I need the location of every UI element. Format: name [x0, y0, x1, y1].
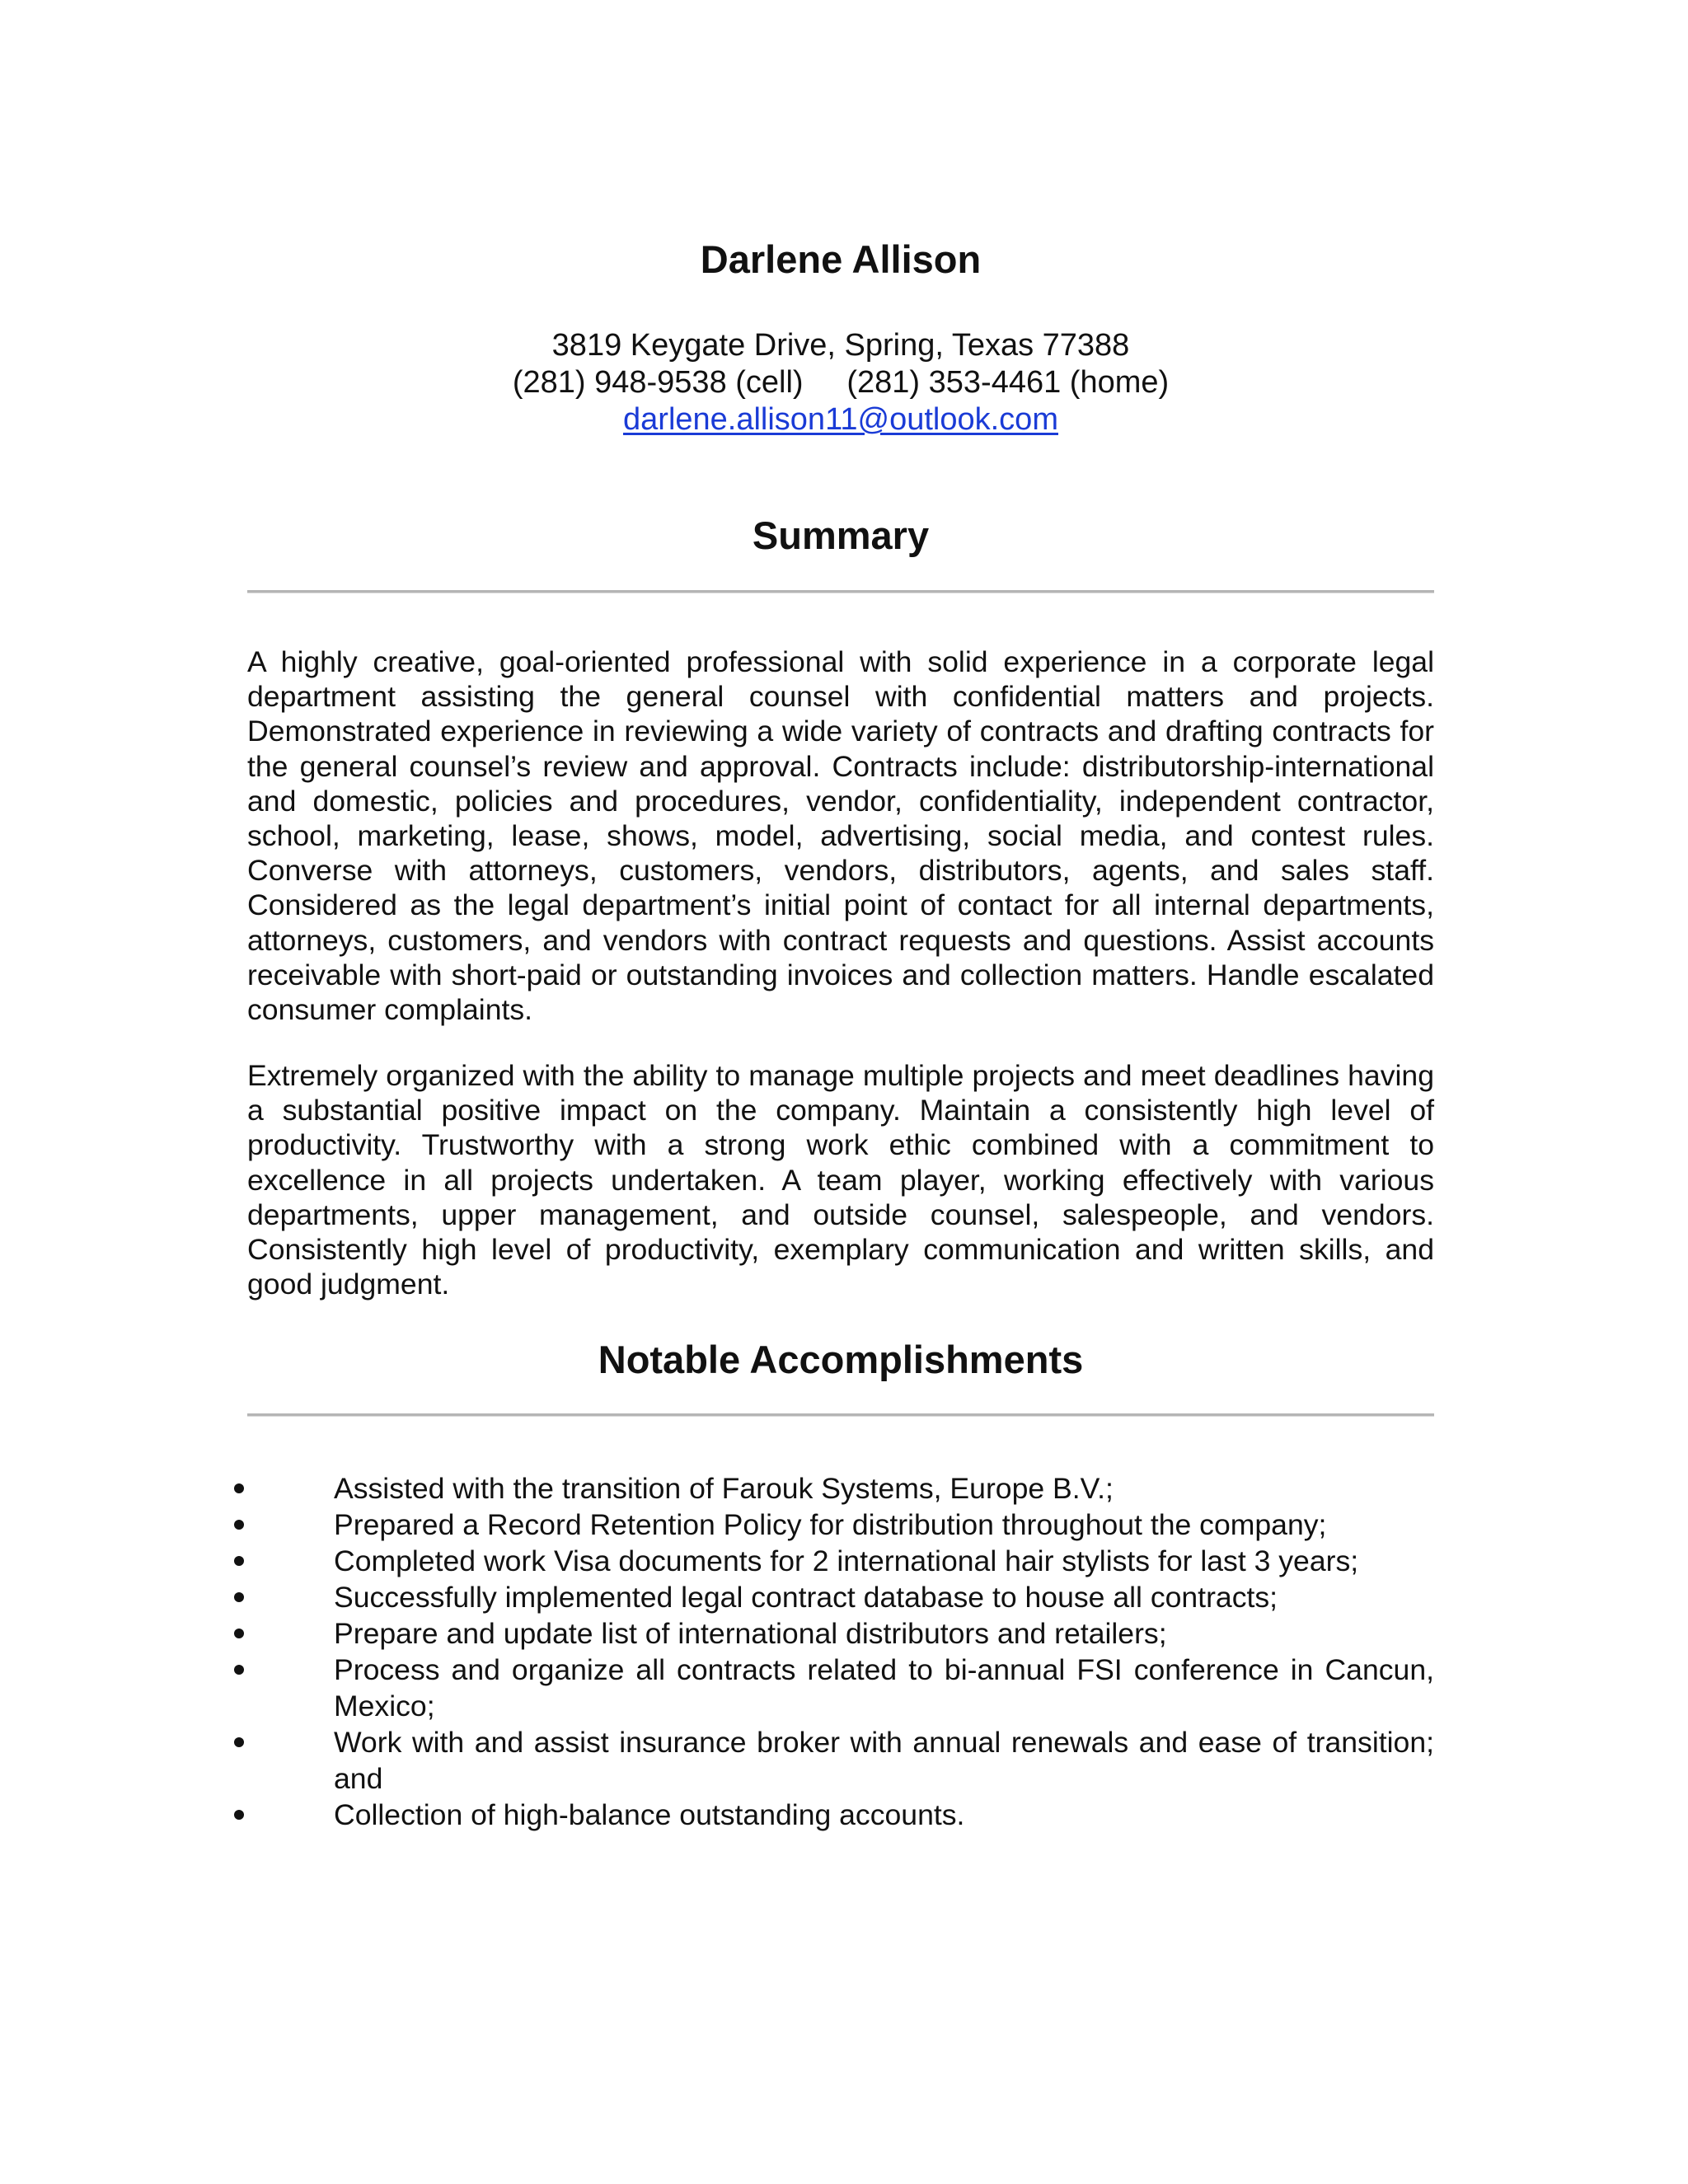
email-link[interactable]: darlene.allison11@outlook.com [623, 402, 1058, 437]
list-item: Collection of high-balance outstanding accounts. [247, 1797, 1434, 1833]
list-item: Completed work Visa documents for 2 international hair stylists for last 3 years; [247, 1543, 1434, 1579]
summary-divider [247, 590, 1434, 593]
accomplishments-divider [247, 1413, 1434, 1417]
summary-paragraph-2: Extremely organized with the ability to manage multiple projects and meet deadlines having a substantial positive impact on the company. Maintain a consistently high level of productivity. Trustworthy with a strong work ethic combined with a commitment to excellence in all projects undertaken. A team player, working effectively with various departments, upper management, and outside counsel, salespeople, and vendors. Consistently high level of productivity, exemplary communication and written skills, and good judgment. [247, 1059, 1434, 1301]
list-item: Work with and assist insurance broker with annual renewals and ease of transition; and [247, 1724, 1434, 1797]
bullet-icon [234, 1810, 244, 1820]
candidate-name: Darlene Allison [700, 237, 982, 281]
bullet-icon [234, 1629, 244, 1638]
list-item: Prepared a Record Retention Policy for distribution throughout the company; [247, 1507, 1434, 1543]
accomplishments-list [247, 1470, 1434, 1833]
list-item: Assisted with the transition of Farouk Systems, Europe B.V.; [247, 1470, 1434, 1507]
bullet-icon [234, 1737, 244, 1747]
bullet-icon [234, 1483, 244, 1493]
address: 3819 Keygate Drive, Spring, Texas 77388 [551, 328, 1130, 363]
summary-paragraph-1: A highly creative, goal-oriented professional with solid experience in a corporate legal department assisting the general counsel with confidential matters and projects. Demonstrated experience in reviewing a wide variety of contracts and drafting contracts for the general counsel’s review and approval. Contracts include: distributorship-international and domestic, policies and procedures, vendor, confidentiality, independent contractor, school, marketing, lease, shows, model, advertising, social media, and contest rules. Converse with attorneys, customers, vendors, distributors, agents, and sales staff. Considered as the legal department’s initial point of contact for all internal departments, attorneys, customers, and vendors with contract requests and questions. Assist accounts receivable with short-paid or outstanding invoices and collection matters. Handle escalated consumer complaints. [247, 645, 1434, 1027]
bullet-icon [234, 1520, 244, 1530]
contact-block [247, 327, 1434, 438]
list-item: Prepare and update list of international distributors and retailers; [247, 1615, 1434, 1652]
accomplishments-heading: Notable Accomplishments [598, 1338, 1084, 1381]
bullet-icon [234, 1665, 244, 1675]
bullet-icon [234, 1592, 244, 1602]
list-item: Process and organize all contracts related to bi-annual FSI conference in Cancun, Mexico; [247, 1652, 1434, 1724]
summary-heading: Summary [752, 513, 930, 557]
list-item: Successfully implemented legal contract database to house all contracts; [247, 1579, 1434, 1615]
phone-numbers: (281) 948-9538 (cell) (281) 353-4461 (home) [512, 365, 1170, 400]
bullet-icon [234, 1556, 244, 1566]
